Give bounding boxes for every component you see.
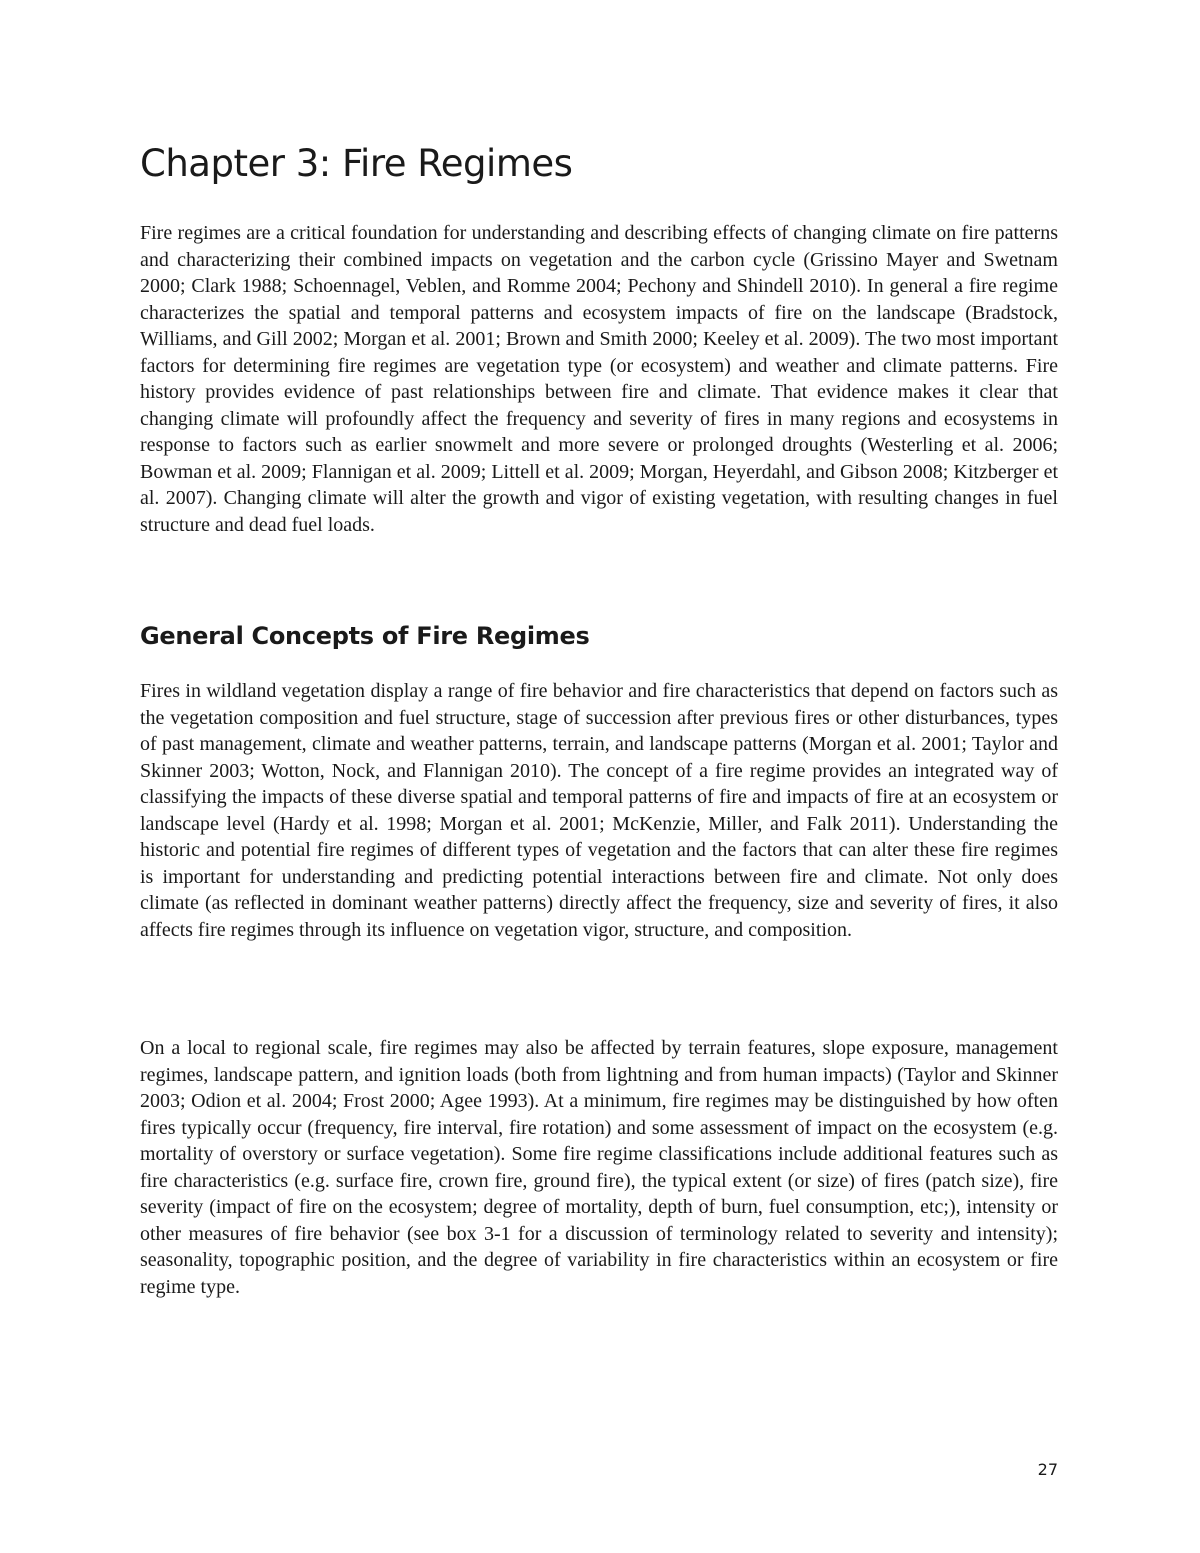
chapter-title: Chapter 3: Fire Regimes <box>140 142 573 185</box>
body-paragraph: Fires in wildland vegetation display a range of fire behavior and fire characteristics that depend on factors such as the vegetation composition and fuel structure, stage of succession after previous fires or other disturbances, types of past management, climate and weather patterns, terrain, and landscape patterns (Morgan et al. 2001; Taylor and Skinner 2003; Wotton, Nock, and Flannigan 2010). The concept of a fire regime provides an integrated way of classifying the impacts of these diverse spatial and temporal patterns of fire and impacts of fire at an ecosystem or landscape level (Hardy et al. 1998; Morgan et al. 2001; McKenzie, Miller, and Falk 2011). Understanding the historic and potential fire regimes of different types of vegetation and the factors that can alter these fire regimes is important for understanding and predicting potential interactions between fire and climate. Not only does climate (as reflected in dominant weather patterns) directly affect the frequency, size and severity of fires, it also affects fire regimes through its influence on vegetation vigor, structure, and composition. <box>140 680 1058 941</box>
body-paragraph: On a local to regional scale, fire regimes may also be affected by terrain features, slope exposure, management regimes, landscape pattern, and ignition loads (both from lightning and from human impacts) (Taylor and Skinner 2003; Odion et al. 2004; Frost 2000; Agee 1993). At a minimum, fire regimes may be distinguished by how often fires typically occur (frequency, fire interval, fire rotation) and some assessment of impact on the ecosystem (e.g. mortality of overstory or surface vegetation). Some fire regime classifications include additional features such as fire characteristics (e.g. surface fire, crown fire, ground fire), the typical extent (or size) of fires (patch size), fire severity (impact of fire on the ecosystem; degree of mortality, depth of burn, fuel consumption, etc;), intensity or other measures of fire behavior (see box 3-1 for a discussion of terminology related to severity and intensity); seasonality, topographic position, and the degree of variability in fire characteristics within an ecosystem or fire regime type. <box>140 1037 1058 1298</box>
section-heading: General Concepts of Fire Regimes <box>140 622 590 650</box>
intro-paragraph: Fire regimes are a critical foundation for understanding and describing effects of changing climate on fire patterns and characterizing their combined impacts on vegetation and the carbon cycle (Grissino Mayer and Swetnam 2000; Clark 1988; Schoennagel, Veblen, and Romme 2004; Pechony and Shindell 2010). In general a fire regime characterizes the spatial and temporal patterns and ecosystem impacts of fire on the landscape (Bradstock, Williams, and Gill 2002; Morgan et al. 2001; Brown and Smith 2000; Keeley et al. 2009). The two most important factors for determining fire regimes are vegetation type (or ecosystem) and weather and climate patterns. Fire history provides evidence of past relationships between fire and climate. That evidence makes it clear that changing climate will profoundly affect the frequency and severity of fires in many regions and ecosystems in response to factors such as earlier snowmelt and more severe or prolonged droughts (Westerling et al. 2006; Bowman et al. 2009; Flannigan et al. 2009; Littell et al. 2009; Morgan, Heyerdahl, and Gibson 2008; Kitzberger et al. 2007). Changing climate will alter the growth and vigor of existing vegetation, with resulting changes in fuel structure and dead fuel loads. <box>140 222 1058 536</box>
page-number: 27 <box>1037 1460 1058 1479</box>
